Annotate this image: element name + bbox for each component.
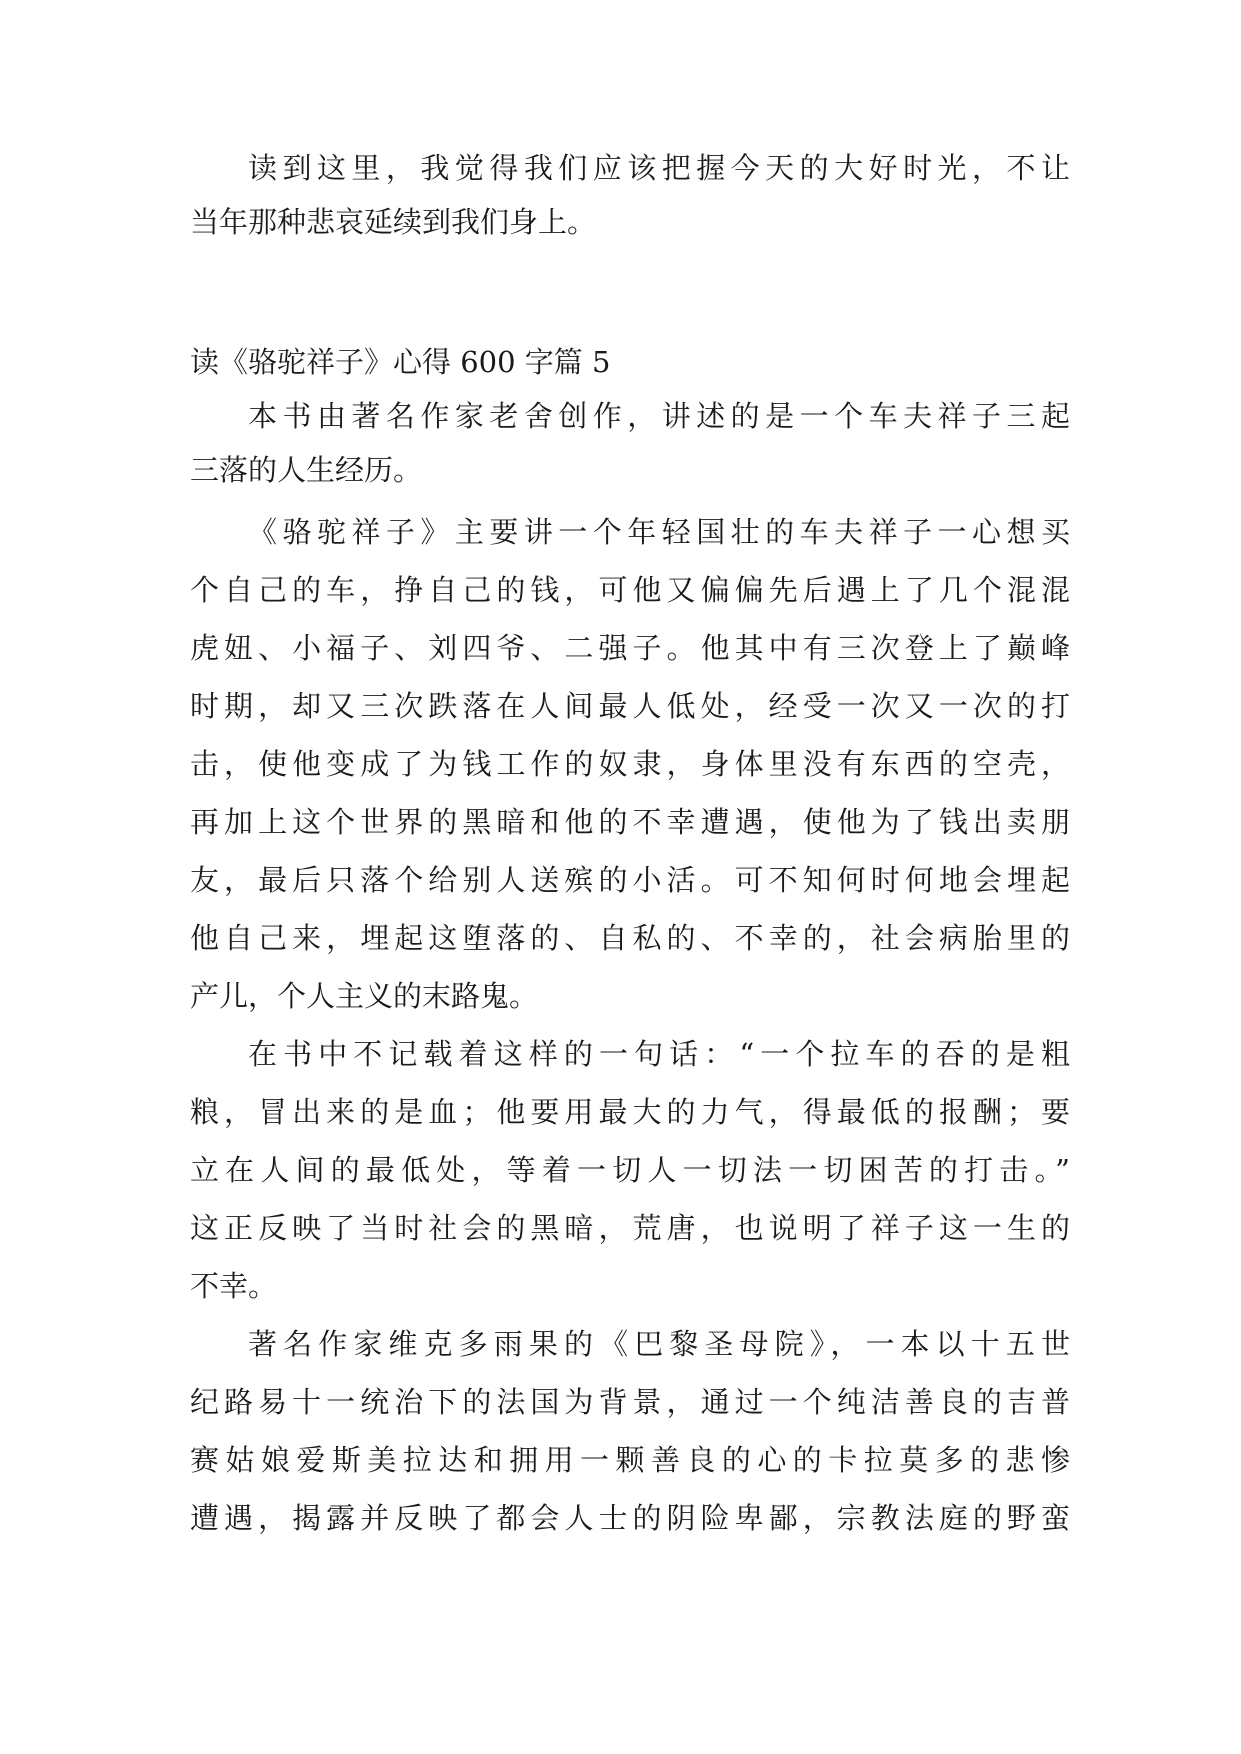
paragraph-line: 不幸。 [190,1269,278,1303]
paragraph-line: 击，使他变成了为钱工作的奴隶，身体里没有东西的空壳， [190,747,1070,781]
paragraph-line: 遭遇，揭露并反映了都会人士的阴险卑鄙，宗教法庭的野蛮 [190,1501,1070,1535]
paragraph-line: 读到这里，我觉得我们应该把握今天的大好时光，不让 [248,151,1070,185]
paragraph-line: 立在人间的最低处，等着一切人一切法一切困苦的打击。” [190,1153,1070,1187]
section-heading: 读《骆驼祥子》心得 600 字篇 5 [190,345,611,379]
paragraph-line: 时期，却又三次跌落在人间最人低处，经受一次又一次的打 [190,689,1070,723]
paragraph-line: 赛姑娘爱斯美拉达和拥用一颗善良的心的卡拉莫多的悲惨 [190,1443,1070,1477]
paragraph-line: 在书中不记载着这样的一句话：“一个拉车的吞的是粗 [248,1037,1070,1071]
paragraph-line: 友，最后只落个给别人送殡的小活。可不知何时何地会埋起 [190,863,1070,897]
paragraph-line: 三落的人生经历。 [190,453,423,487]
paragraph-line: 虎妞、小福子、刘四爷、二强子。他其中有三次登上了巅峰 [190,631,1070,665]
paragraph-line: 再加上这个世界的黑暗和他的不幸遭遇，使他为了钱出卖朋 [190,805,1070,839]
paragraph-line: 产儿，个人主义的末路鬼。 [190,979,539,1013]
paragraph-line: 当年那种悲哀延续到我们身上。 [190,205,597,239]
paragraph-line: 《骆驼祥子》主要讲一个年轻国壮的车夫祥子一心想买 [248,515,1070,549]
paragraph-line: 本书由著名作家老舍创作，讲述的是一个车夫祥子三起 [248,399,1070,433]
paragraph-line: 个自己的车，挣自己的钱，可他又偏偏先后遇上了几个混混 [190,573,1070,607]
paragraph-line: 粮，冒出来的是血；他要用最大的力气，得最低的报酬；要 [190,1095,1070,1129]
paragraph-line: 这正反映了当时社会的黑暗，荒唐，也说明了祥子这一生的 [190,1211,1070,1245]
paragraph-line: 他自己来，埋起这堕落的、自私的、不幸的，社会病胎里的 [190,921,1070,955]
paragraph-line: 著名作家维克多雨果的《巴黎圣母院》，一本以十五世 [248,1327,1070,1361]
paragraph-line: 纪路易十一统治下的法国为背景，通过一个纯洁善良的吉普 [190,1385,1070,1419]
